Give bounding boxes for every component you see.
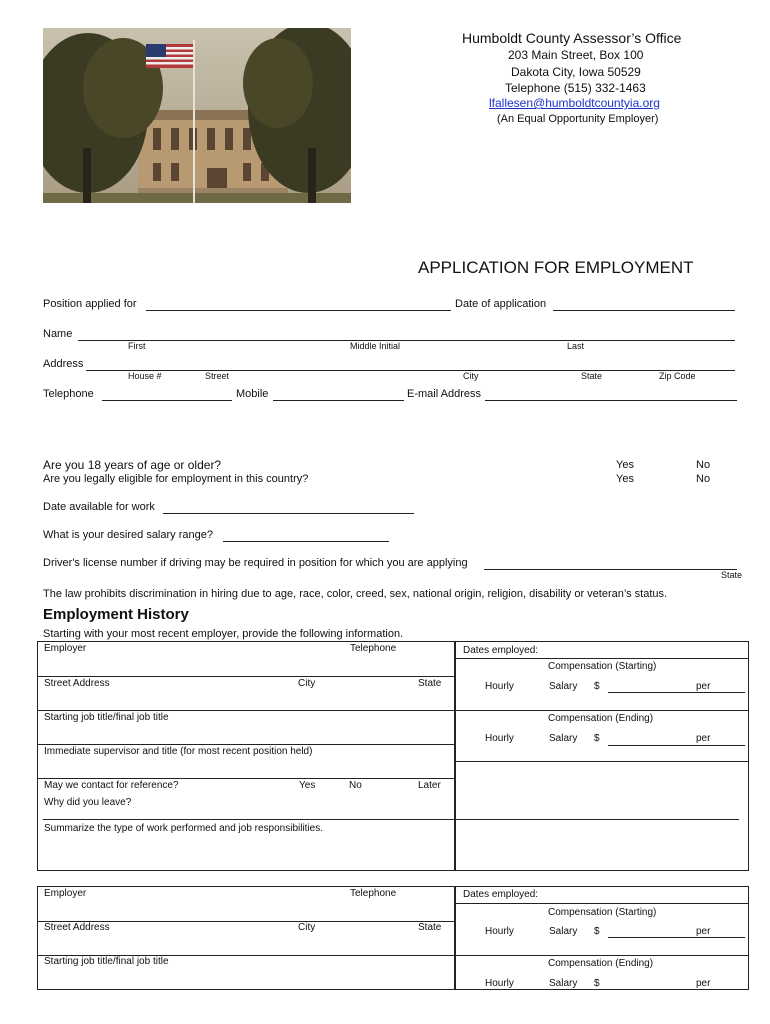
divider xyxy=(455,955,749,956)
divider xyxy=(455,761,749,762)
employment-history-heading: Employment History xyxy=(43,606,189,623)
email-field[interactable] xyxy=(485,400,737,401)
address-house-caption: House # xyxy=(128,371,162,381)
employer-1-dates-label: Dates employed: xyxy=(463,645,539,656)
office-name: Humboldt County Assessor’s Office xyxy=(462,30,682,46)
employer-2-end-dollar: $ xyxy=(594,978,600,989)
employer-1-start-hourly[interactable]: Hourly xyxy=(485,681,514,692)
name-first-caption: First xyxy=(128,341,146,351)
address-city-caption: City xyxy=(463,371,479,381)
telephone-label: Telephone xyxy=(43,388,94,400)
age-question: Are you 18 years of age or older? xyxy=(43,458,222,472)
email-label: E-mail Address xyxy=(407,388,481,400)
divider xyxy=(455,658,749,659)
date-available-field[interactable] xyxy=(163,513,414,514)
employer-1-end-amount-field[interactable] xyxy=(608,745,745,746)
employer-2-city-label: City xyxy=(298,922,316,933)
divider xyxy=(37,710,455,711)
date-available-label: Date available for work xyxy=(43,501,155,513)
employer-2-comp-end-label: Compensation (Ending) xyxy=(548,958,654,969)
salary-range-label: What is your desired salary range? xyxy=(43,529,213,541)
address-field[interactable] xyxy=(86,370,735,371)
eligibility-no[interactable]: No xyxy=(696,473,711,485)
employer-2-street-label: Street Address xyxy=(44,922,110,933)
drivers-license-field[interactable] xyxy=(484,569,737,570)
employer-2-right-box xyxy=(455,886,749,990)
employer-2-start-amount-field[interactable] xyxy=(608,937,745,938)
age-yes[interactable]: Yes xyxy=(616,459,634,471)
employer-2-start-dollar: $ xyxy=(594,926,600,937)
employer-2-end-hourly[interactable]: Hourly xyxy=(485,978,514,989)
mobile-field[interactable] xyxy=(273,400,404,401)
employment-intro: Starting with your most recent employer, provide the following information. xyxy=(43,628,404,640)
employer-2-end-salary[interactable]: Salary xyxy=(549,978,578,989)
employer-1-start-salary[interactable]: Salary xyxy=(549,681,578,692)
employer-1-state-label: State xyxy=(418,678,442,689)
office-email-link[interactable]: lfallesen@humboldtcountyia.org xyxy=(489,96,660,110)
employer-1-start-dollar: $ xyxy=(594,681,600,692)
employer-1-start-per: per xyxy=(696,681,711,692)
employer-1-contact-later[interactable]: Later xyxy=(418,780,441,791)
name-field[interactable] xyxy=(78,340,735,341)
employer-1-supervisor-label: Immediate supervisor and title (for most recent position held) xyxy=(44,746,313,757)
divider xyxy=(455,903,749,904)
employer-1-contact-yes[interactable]: Yes xyxy=(299,780,316,791)
employer-1-job-title-label: Starting job title/final job title xyxy=(44,712,169,723)
employer-2-dates-label: Dates employed: xyxy=(463,889,539,900)
form-title: APPLICATION FOR EMPLOYMENT xyxy=(418,258,694,277)
date-of-application-field[interactable] xyxy=(553,310,735,311)
employer-1-contact-label: May we contact for reference? xyxy=(44,780,179,791)
position-label: Position applied for xyxy=(43,298,137,310)
employer-1-telephone-label: Telephone xyxy=(350,643,397,654)
employer-1-end-dollar: $ xyxy=(594,733,600,744)
office-telephone: Telephone (515) 332-1463 xyxy=(505,81,646,95)
age-no[interactable]: No xyxy=(696,459,711,471)
employer-1-comp-end-label: Compensation (Ending) xyxy=(548,713,654,724)
employer-2-state-label: State xyxy=(418,922,442,933)
date-of-application-label: Date of application xyxy=(455,298,547,310)
name-middle-caption: Middle Initial xyxy=(350,341,401,351)
employer-1-city-label: City xyxy=(298,678,316,689)
employer-2-label: Employer xyxy=(44,888,87,899)
eligibility-yes[interactable]: Yes xyxy=(616,473,634,485)
divider xyxy=(37,744,455,745)
employer-1-why-leave-label: Why did you leave? xyxy=(44,797,132,808)
courthouse-image xyxy=(43,28,351,203)
employer-2-telephone-label: Telephone xyxy=(350,888,397,899)
employer-1-right-box xyxy=(455,641,749,871)
eligibility-question: Are you legally eligible for employment in this country? xyxy=(43,473,309,485)
office-city: Dakota City, Iowa 50529 xyxy=(511,65,641,79)
salary-range-field[interactable] xyxy=(223,541,389,542)
employer-1-label: Employer xyxy=(44,643,87,654)
employer-1-end-salary[interactable]: Salary xyxy=(549,733,578,744)
employer-1-street-label: Street Address xyxy=(44,678,110,689)
employer-1-end-per: per xyxy=(696,733,711,744)
employer-2-start-hourly[interactable]: Hourly xyxy=(485,926,514,937)
employer-1-end-hourly[interactable]: Hourly xyxy=(485,733,514,744)
employer-1-contact-no[interactable]: No xyxy=(349,780,362,791)
telephone-field[interactable] xyxy=(102,400,232,401)
employer-2-start-salary[interactable]: Salary xyxy=(549,926,578,937)
address-zip-caption: Zip Code xyxy=(659,371,696,381)
divider xyxy=(37,778,455,779)
employer-2-start-per: per xyxy=(696,926,711,937)
courthouse-photo xyxy=(43,28,351,203)
address-street-caption: Street xyxy=(205,371,230,381)
employer-1-summary-label: Summarize the type of work performed and job responsibilities. xyxy=(44,823,324,834)
address-label: Address xyxy=(43,358,84,370)
eoe-note: (An Equal Opportunity Employer) xyxy=(497,113,659,125)
employer-1-start-amount-field[interactable] xyxy=(608,692,745,693)
address-state-caption: State xyxy=(581,371,603,381)
employer-2-left-box xyxy=(37,886,455,990)
employer-2-job-title-label: Starting job title/final job title xyxy=(44,956,169,967)
mobile-label: Mobile xyxy=(236,388,269,400)
office-street: 203 Main Street, Box 100 xyxy=(508,48,644,62)
employer-2-end-per: per xyxy=(696,978,711,989)
employer-1-comp-start-label: Compensation (Starting) xyxy=(548,661,657,672)
position-field[interactable] xyxy=(146,310,451,311)
name-last-caption: Last xyxy=(567,341,585,351)
drivers-license-label: Driver's license number if driving may be required in position for which you are applying xyxy=(43,557,468,569)
name-label: Name xyxy=(43,328,73,340)
drivers-license-state-caption: State xyxy=(721,570,743,580)
employer-2-end-amount-field[interactable] xyxy=(608,989,745,990)
employer-2-comp-start-label: Compensation (Starting) xyxy=(548,907,657,918)
law-statement: The law prohibits discrimination in hiring due to age, race, color, creed, sex, national origin, religion, disability or veteran’s status. xyxy=(43,588,668,600)
divider xyxy=(37,676,455,677)
divider xyxy=(455,710,749,711)
